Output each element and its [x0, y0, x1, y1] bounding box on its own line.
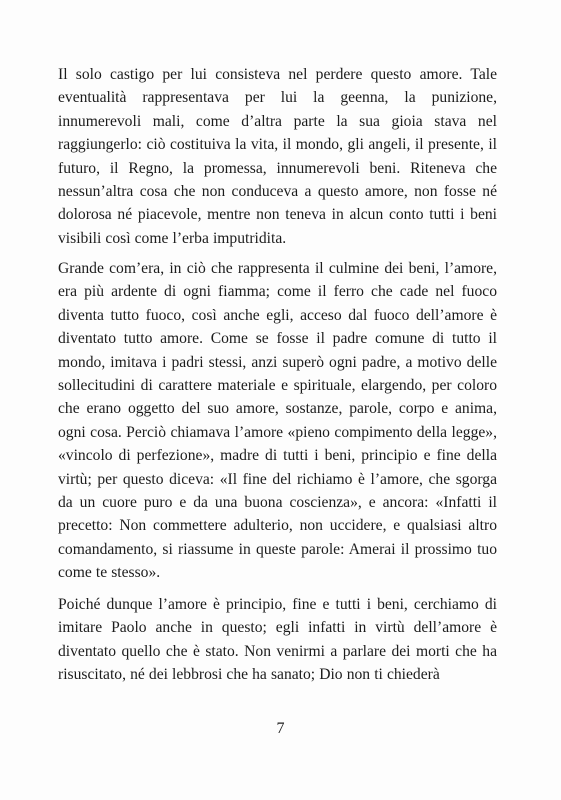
paragraph-3: Poiché dunque l’amore è principio, fine e tutti i beni, cerchiamo di imitare Paolo anche in questo; egli infatti in virtù dell’amore è diventato quello che è stato. Non venirmi a parlare dei morti che ha risuscitato, né dei lebbrosi che ha sanato; Dio non ti chiederà — [58, 596, 497, 684]
paragraph-1: Il solo castigo per lui consisteva nel perdere questo amore. Tale eventualità rappresentava per lui la geenna, la punizione, innumerevoli mali, come d’altra parte la sua gioia stava nel raggiungerlo: ciò costituiva la vita, il mondo, gli angeli, il presente, il futuro, il Regno, la promessa, innumerevoli beni. Riteneva che nessun’altra cosa che non conduceva a questo amore, non fosse né dolorosa né piacevole, mentre non teneva in alcun conto tutti i beni visibili così come l’erba imputridita. — [58, 66, 497, 247]
page-number: 7 — [276, 720, 285, 737]
paragraph-2: Grande com’era, in ciò che rappresenta il culmine dei beni, l’amore, era più ardente di ogni fiamma; come il ferro che cade nel fuoco diventa tutto fuoco, così anche egli, acceso dal fuoco dell’amore è diventato tutto amore. Come se fosse il padre comune di tutto il mondo, imitava i padri stessi, anzi superò ogni padre, a motivo delle sollecitudini di carattere materiale e spirituale, elargendo, per coloro che erano oggetto del suo amore, sostanze, parole, corpo e anima, ogni cosa. Perciò chiamava l’amore «pieno compimento della legge», «vincolo di perfezione», madre di tutti i beni, principio e fine della virtù; per questo diceva: «Il fine del richiamo è l’amore, che sgorga da un cuore puro e da una buona coscienza», e ancora: «Infatti il precetto: Non commettere adulterio, non uccidere, e qualsiasi altro comandamento, si riassume in queste parole: Amerai il prossimo tuo come te stesso». — [58, 260, 497, 582]
